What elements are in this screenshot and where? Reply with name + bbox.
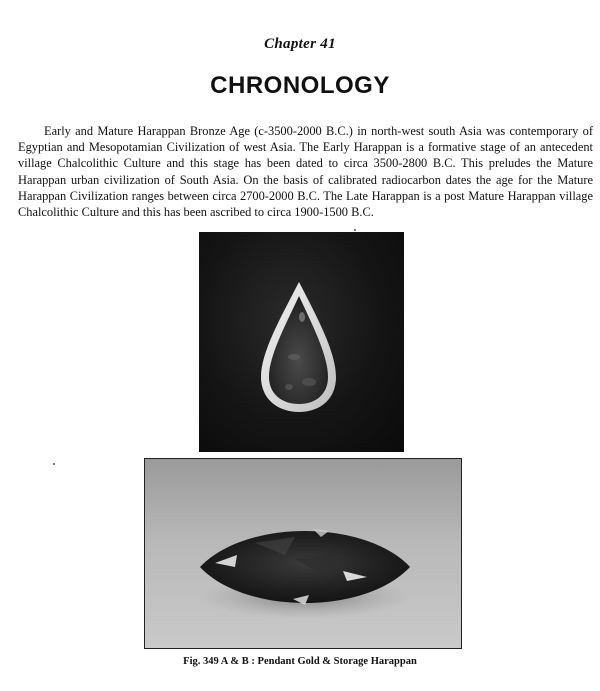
figure-a-photo bbox=[199, 232, 404, 452]
marquise-bead-image bbox=[145, 459, 461, 648]
figure-caption: Fig. 349 A & B : Pendant Gold & Storage Harappan bbox=[183, 656, 417, 667]
body-paragraph: Early and Mature Harappan Bronze Age (c-3500-2000 B.C.) in north-west south Asia was contemporary of Egyptian and Mesopotamian Civilization of west Asia. The Early Harappan is a formative stage of an antecedent village Chalcolithic Culture and this stage has been dated to circa 3500-2800 B.C. This preludes the Mature Harappan urban civilization of South Asia. On the basis of calibrated radiocarbon dates the age for the Mature Harappan Civilization ranges between circa 2700-2000 B.C. The Late Harappan is a post Mature Harappan village Chalcolithic Culture and this has been ascribed to circa 1900-1500 B.C. bbox=[18, 124, 593, 220]
scan-speck bbox=[354, 229, 356, 231]
scan-speck bbox=[53, 463, 55, 465]
page-title: CHRONOLOGY bbox=[210, 72, 390, 99]
chapter-label: Chapter 41 bbox=[264, 36, 336, 52]
teardrop-pendant-image bbox=[199, 232, 404, 452]
figure-b-photo bbox=[144, 458, 462, 649]
